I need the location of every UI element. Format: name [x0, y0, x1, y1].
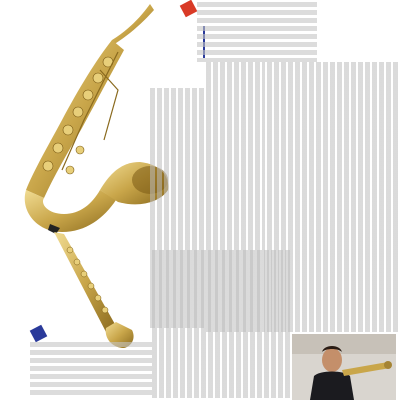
text-column-1: [330, 62, 398, 332]
text-column-5: [150, 250, 290, 398]
performer-photo: [292, 334, 396, 400]
caption-alto: [197, 2, 317, 62]
caption-soprano: [30, 342, 152, 398]
